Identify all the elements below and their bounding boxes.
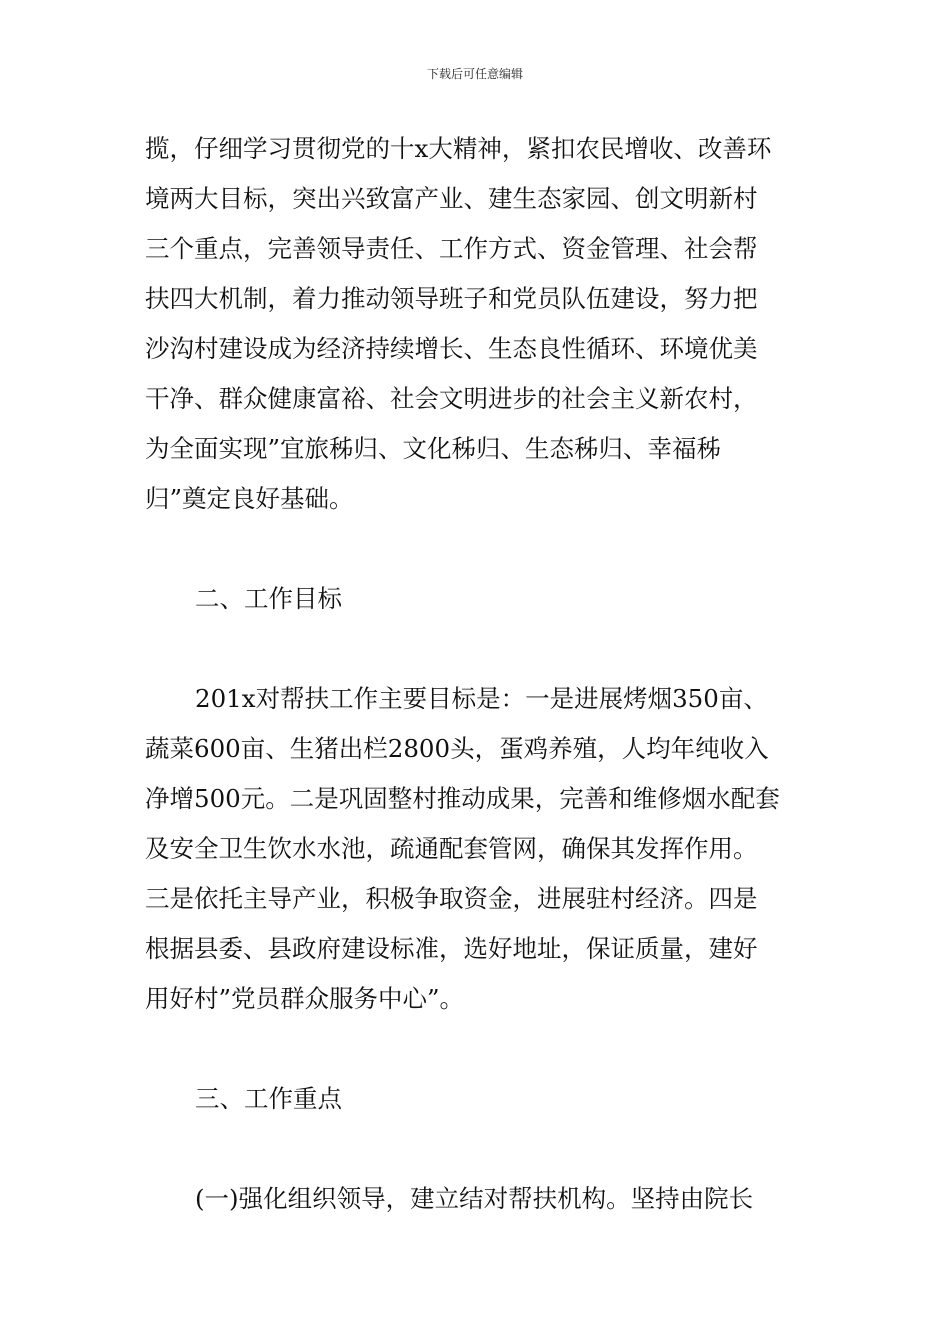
paragraph-line: 三是依托主导产业，积极争取资金，进展驻村经济。四是 [145, 884, 758, 913]
paragraph-line: 扶四大机制，着力推动领导班子和党员队伍建设，努力把 [145, 284, 758, 313]
section-heading-focus: 三、工作重点 [195, 1084, 342, 1113]
paragraph-line: 根据县委、县政府建设标准，选好地址，保证质量，建好 [145, 934, 758, 963]
paragraph-line: 为全面实现”宜旅秭归、文化秭归、生态秭归、幸福秭 [145, 434, 722, 463]
paragraph-line: 净增500元。二是巩固整村推动成果，完善和维修烟水配套 [145, 784, 780, 813]
paragraph-line: 三个重点，完善领导责任、工作方式、资金管理、社会帮 [145, 234, 758, 263]
paragraph-line: 用好村”党员群众服务中心”。 [145, 984, 465, 1013]
paragraph-line: 揽，仔细学习贯彻党的十x大精神，紧扣农民增收、改善环 [145, 134, 772, 163]
paragraph-line: 境两大目标，突出兴致富产业、建生态家园、创文明新村 [145, 184, 758, 213]
paragraph-line: 及安全卫生饮水水池，疏通配套管网，确保其发挥作用。 [145, 834, 758, 863]
page-header-note: 下载后可任意编辑 [426, 67, 523, 81]
paragraph-line: 201x对帮扶工作主要目标是：一是进展烤烟350亩、 [195, 684, 768, 713]
paragraph-line: 干净、群众健康富裕、社会文明进步的社会主义新农村， [145, 384, 758, 413]
paragraph-line: 归”奠定良好基础。 [145, 484, 354, 513]
paragraph-line: 蔬菜600亩、生猪出栏2800头，蛋鸡养殖，人均年纯收入 [145, 734, 769, 763]
paragraph-line: 沙沟村建设成为经济持续增长、生态良性循环、环境优美 [145, 334, 758, 363]
section-heading-goals: 二、工作目标 [195, 584, 342, 613]
document-body [145, 124, 835, 1224]
paragraph-line: (一)强化组织领导，建立结对帮扶机构。坚持由院长 [195, 1184, 754, 1213]
